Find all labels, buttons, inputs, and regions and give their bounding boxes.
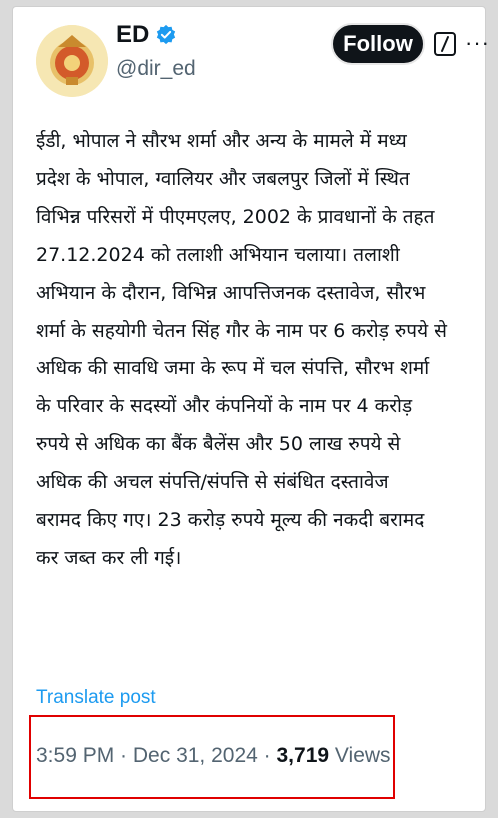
post-text-line: अधिक की अचल संपत्ति/संपत्ति से संबंधित दस्तावेज <box>36 471 389 494</box>
post-text-line: शर्मा के सहयोगी चेतन सिंह गौर के नाम पर 6 करोड़ रुपये से <box>36 319 447 342</box>
post-text-line: विभिन्न परिसरों में पीएमएलए, 2002 के प्रावधानों के तहत <box>36 205 435 228</box>
post-text-line: रुपये से अधिक का बैंक बैलेंस और 50 लाख रुपये से <box>36 433 401 456</box>
post-date[interactable]: Dec 31, 2024 <box>132 744 258 767</box>
avatar[interactable] <box>36 25 108 97</box>
post-text-line: प्रदेश के भोपाल, ग्वालियर और जबलपुर जिलों में स्थित <box>36 167 410 190</box>
post-text-line: बरामद किए गए। 23 करोड़ रुपये मूल्य की नकदी बरामद <box>36 509 425 532</box>
post-text-line: कर जब्त कर ली गई। <box>36 546 182 569</box>
post-text-line: 27.12.2024 को तलाशी अभियान चलाया। तलाशी <box>36 243 400 266</box>
post-time[interactable]: 3:59 PM <box>36 744 115 767</box>
post-text-line: अभियान के दौरान, विभिन्न आपत्तिजनक दस्तावेज, सौरभ <box>36 281 426 304</box>
post-metadata <box>36 744 391 768</box>
verified-badge-icon <box>155 24 177 46</box>
grok-icon[interactable] <box>433 31 457 57</box>
views-label: Views <box>329 744 391 767</box>
post-card <box>12 6 490 812</box>
post-text-line: के परिवार के सदस्यों और कंपनियों के नाम पर 4 करोड़ <box>36 395 413 418</box>
more-options-icon[interactable]: ··· <box>465 30 490 55</box>
emblem-icon <box>36 25 108 97</box>
author-handle[interactable]: @dir_ed <box>116 57 196 80</box>
views-count[interactable]: 3,719 <box>276 744 330 767</box>
meta-separator: · <box>114 744 133 767</box>
post-text <box>36 123 482 578</box>
follow-button[interactable]: Follow <box>331 23 425 65</box>
post-text-line: ईडी, भोपाल ने सौरभ शर्मा और अन्य के मामले में मध्य <box>36 130 407 152</box>
post-text-line: अधिक की सावधि जमा के रूप में चल संपत्ति, सौरभ शर्मा <box>36 357 430 380</box>
translate-post-link[interactable]: Translate post <box>36 687 156 708</box>
author-row <box>116 21 177 49</box>
author-name[interactable]: ED <box>116 21 150 48</box>
meta-separator: · <box>257 744 277 767</box>
